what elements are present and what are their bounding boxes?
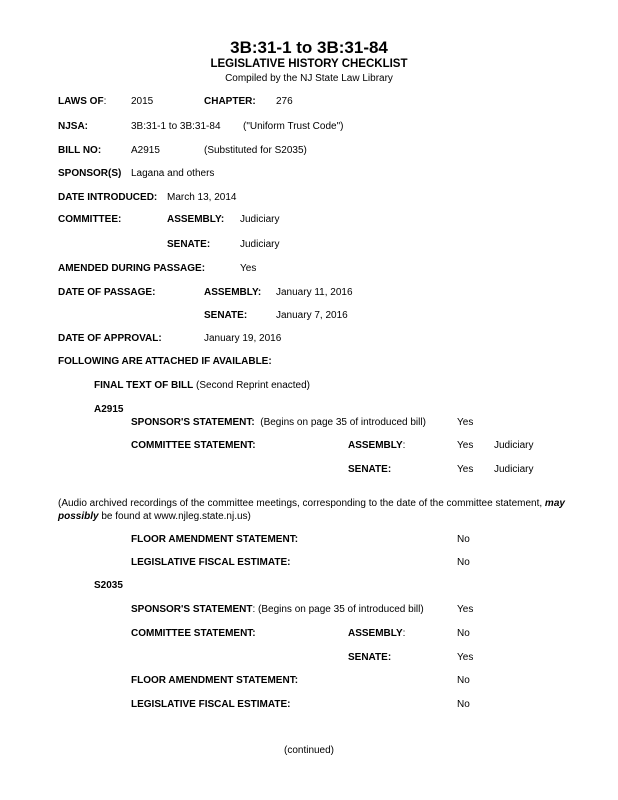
njsa-note: ("Uniform Trust Code"): [243, 121, 344, 132]
bill-no-value: A2915: [131, 145, 160, 156]
njsa-label: NJSA:: [58, 121, 89, 132]
approval-value: January 19, 2016: [204, 333, 282, 344]
committee-assembly-label: ASSEMBLY:: [167, 214, 225, 225]
s2035-fiscal-estimate-value: No: [457, 699, 470, 710]
passage-assembly-value: January 11, 2016: [276, 287, 353, 298]
amended-value: Yes: [240, 263, 257, 274]
a2915-senate-committee: Judiciary: [494, 464, 534, 475]
s2035-fiscal-estimate-label: LEGISLATIVE FISCAL ESTIMATE:: [131, 699, 291, 710]
a2915-senate-label: SENATE:: [348, 464, 392, 475]
approval-label: DATE OF APPROVAL:: [58, 333, 162, 344]
date-introduced-label: DATE INTRODUCED:: [58, 192, 158, 203]
a2915-fiscal-estimate-label: LEGISLATIVE FISCAL ESTIMATE:: [131, 557, 291, 568]
passage-label: DATE OF PASSAGE:: [58, 287, 156, 298]
a2915-committee-statement-label: COMMITTEE STATEMENT:: [131, 440, 256, 451]
a2915-senate-value: Yes: [457, 464, 474, 475]
bill-no-note: (Substituted for S2035): [204, 145, 307, 156]
s2035-assembly-value: No: [457, 628, 470, 639]
passage-assembly-label: ASSEMBLY:: [204, 287, 262, 298]
chapter-value: 276: [276, 96, 293, 107]
laws-of-label: LAWS OF:: [58, 96, 107, 107]
sponsors-label: SPONSOR(S): [58, 168, 122, 179]
s2035-senate-label: SENATE:: [348, 652, 392, 663]
final-text: FINAL TEXT OF BILL (Second Reprint enacted): [94, 380, 310, 391]
s2035-senate-value: Yes: [457, 652, 474, 663]
a2915-assembly-label: ASSEMBLY:: [348, 440, 406, 451]
a2915-sponsor-statement: SPONSOR'S STATEMENT: (Begins on page 35 of introduced bill): [131, 417, 426, 428]
audio-note: (Audio archived recordings of the committee meetings, corresponding to the date of the committee statement, may possibly be found at www.njleg.state.nj.us): [58, 498, 565, 522]
a2915-assembly-committee: Judiciary: [494, 440, 534, 451]
s2035-sponsor-statement-value: Yes: [457, 604, 474, 615]
laws-of-value: 2015: [131, 96, 154, 107]
s2035-floor-amendment-value: No: [457, 675, 470, 686]
passage-senate-label: SENATE:: [204, 310, 248, 321]
s2035-heading: S2035: [94, 580, 123, 591]
amended-label: AMENDED DURING PASSAGE:: [58, 263, 206, 274]
s2035-committee-statement-label: COMMITTEE STATEMENT:: [131, 628, 256, 639]
passage-senate-value: January 7, 2016: [276, 310, 348, 321]
continued-note: (continued): [283, 745, 335, 756]
njsa-value: 3B:31-1 to 3B:31-84: [131, 121, 221, 132]
s2035-sponsor-statement: SPONSOR'S STATEMENT: (Begins on page 35 of introduced bill): [131, 604, 424, 615]
compiled-by: Compiled by the NJ State Law Library: [225, 73, 393, 84]
s2035-assembly-label: ASSEMBLY:: [348, 628, 406, 639]
committee-senate-value: Judiciary: [240, 239, 280, 250]
a2915-floor-amendment-value: No: [457, 534, 470, 545]
a2915-sponsor-statement-value: Yes: [457, 417, 474, 428]
a2915-floor-amendment-label: FLOOR AMENDMENT STATEMENT:: [131, 534, 299, 545]
a2915-fiscal-estimate-value: No: [457, 557, 470, 568]
committee-assembly-value: Judiciary: [240, 214, 280, 225]
attached-label: FOLLOWING ARE ATTACHED IF AVAILABLE:: [58, 356, 272, 367]
page-subtitle: LEGISLATIVE HISTORY CHECKLIST: [210, 58, 408, 70]
a2915-assembly-value: Yes: [457, 440, 474, 451]
page-title: 3B:31-1 to 3B:31-84: [230, 38, 388, 57]
committee-senate-label: SENATE:: [167, 239, 211, 250]
bill-no-label: BILL NO:: [58, 145, 102, 156]
sponsors-value: Lagana and others: [131, 168, 215, 179]
chapter-label: CHAPTER:: [204, 96, 256, 107]
s2035-floor-amendment-label: FLOOR AMENDMENT STATEMENT:: [131, 675, 299, 686]
committee-label: COMMITTEE:: [58, 214, 122, 225]
date-introduced-value: March 13, 2014: [167, 192, 237, 203]
a2915-heading: A2915: [94, 404, 124, 415]
